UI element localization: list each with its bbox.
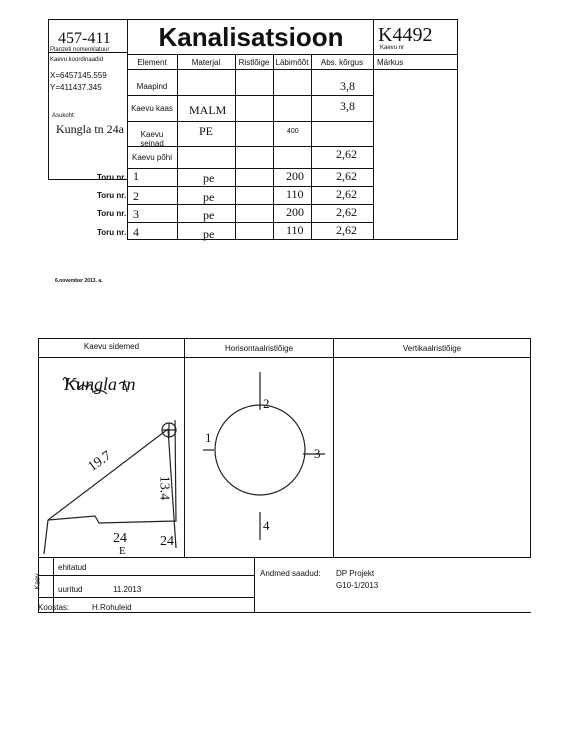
col-diameter: Läbimõõt — [275, 58, 309, 67]
col-section: Ristlõige — [238, 58, 270, 67]
pipe-label: Toru nr. — [97, 228, 127, 237]
data-source-value-2: G10-1/2013 — [336, 581, 379, 590]
author-name: H.Rohuleid — [92, 603, 132, 612]
pipe-label-1: 1 — [205, 430, 212, 445]
dim-13-4: 13.4 — [156, 475, 172, 501]
col-material: Materjal — [191, 58, 221, 67]
coord-x: X=6457145.559 — [50, 71, 107, 80]
col-element: Element — [137, 58, 167, 67]
row-maapind: Maapind — [136, 82, 168, 91]
pipe-label: Toru nr. — [97, 173, 127, 182]
col-notes: Märkus — [377, 58, 404, 67]
row-kaevu-pohi: Kaevu põhi — [131, 153, 173, 162]
dim-24-b: 24 — [160, 534, 174, 549]
well-number: K4492 — [378, 24, 433, 46]
dim-19-7: 19.7 — [85, 448, 115, 475]
row-kaevu-seinad-diameter: 400 — [287, 128, 299, 135]
ehitatud-label: ehitatud — [58, 563, 87, 572]
planzet-number: 457-411 — [58, 30, 111, 47]
pipe-material: pe — [203, 171, 215, 185]
pipe-material: pe — [203, 208, 215, 222]
pipe-height: 2,62 — [336, 187, 357, 201]
col-vertical: Vertikaalristlõige — [402, 344, 462, 353]
pipe-diameter: 110 — [286, 223, 304, 237]
pipe-label: Toru nr. — [97, 209, 127, 218]
pipe-num: 3 — [133, 207, 139, 221]
row-kaevu-kaas: Kaevu kaas — [131, 104, 173, 113]
address-caption: Asukoht: — [52, 113, 76, 119]
pipe-diameter: 200 — [286, 205, 304, 219]
coord-y: Y=411437.345 — [50, 83, 102, 92]
pipe-material: pe — [203, 227, 215, 241]
date-note: 6.november 2013. a. — [55, 278, 103, 284]
pipe-height: 2,62 — [336, 223, 357, 237]
sketch-street-name: Kungla tn — [64, 374, 136, 394]
row-kaevu-seinad: Kaevu seinad — [140, 130, 164, 148]
well-number-caption: Kaevu nr — [380, 45, 405, 51]
pipe-num: 1 — [133, 169, 139, 183]
row-maapind-height: 3,8 — [340, 79, 355, 93]
pipe-diameter: 110 — [286, 187, 304, 201]
pipe-height: 2,62 — [336, 169, 357, 183]
uuritud-label: uuritud — [58, 585, 83, 594]
coord-caption: Kaevu koordinaadid — [50, 57, 104, 63]
pipe-diameter: 200 — [286, 169, 304, 183]
pipe-label-4: 4 — [263, 518, 270, 533]
col-horizontal: Horisontaalristlõige — [224, 344, 294, 353]
data-source-caption: Andmed saadud: — [260, 569, 321, 578]
pipe-num: 2 — [133, 189, 139, 203]
col-height: Abs. kõrgus — [320, 58, 364, 67]
pipe-num: 4 — [133, 225, 139, 239]
pipe-label: Toru nr. — [97, 191, 127, 200]
row-kaevu-kaas-height: 3,8 — [340, 99, 355, 113]
row-kaevu-pohi-height: 2,62 — [336, 147, 357, 161]
author-caption: Koostas: — [38, 603, 70, 612]
card-title: Kanalisatsioon — [158, 22, 344, 52]
row-kaevu-seinad-material: PE — [199, 124, 214, 138]
pipe-material: pe — [203, 190, 215, 204]
pipe-height: 2,62 — [336, 205, 357, 219]
planzet-caption: Planzeti nomenklatuur — [50, 47, 110, 53]
address: Kungla tn 24a — [56, 122, 124, 136]
uuritud-date: 11.2013 — [113, 585, 142, 594]
pipe-label-2: 2 — [263, 396, 270, 411]
row-kaevu-kaas-material: MALM — [189, 103, 227, 117]
side-label: Kaev — [34, 573, 42, 590]
pipe-label-3: 3 — [314, 446, 321, 461]
data-source-value-1: DP Projekt — [336, 569, 375, 578]
dim-24-a: 24 — [113, 531, 127, 546]
col-links: Kaevu sidemed — [83, 342, 140, 351]
sketch-e: E — [119, 545, 126, 557]
horizontal-section-drawing — [185, 358, 333, 556]
